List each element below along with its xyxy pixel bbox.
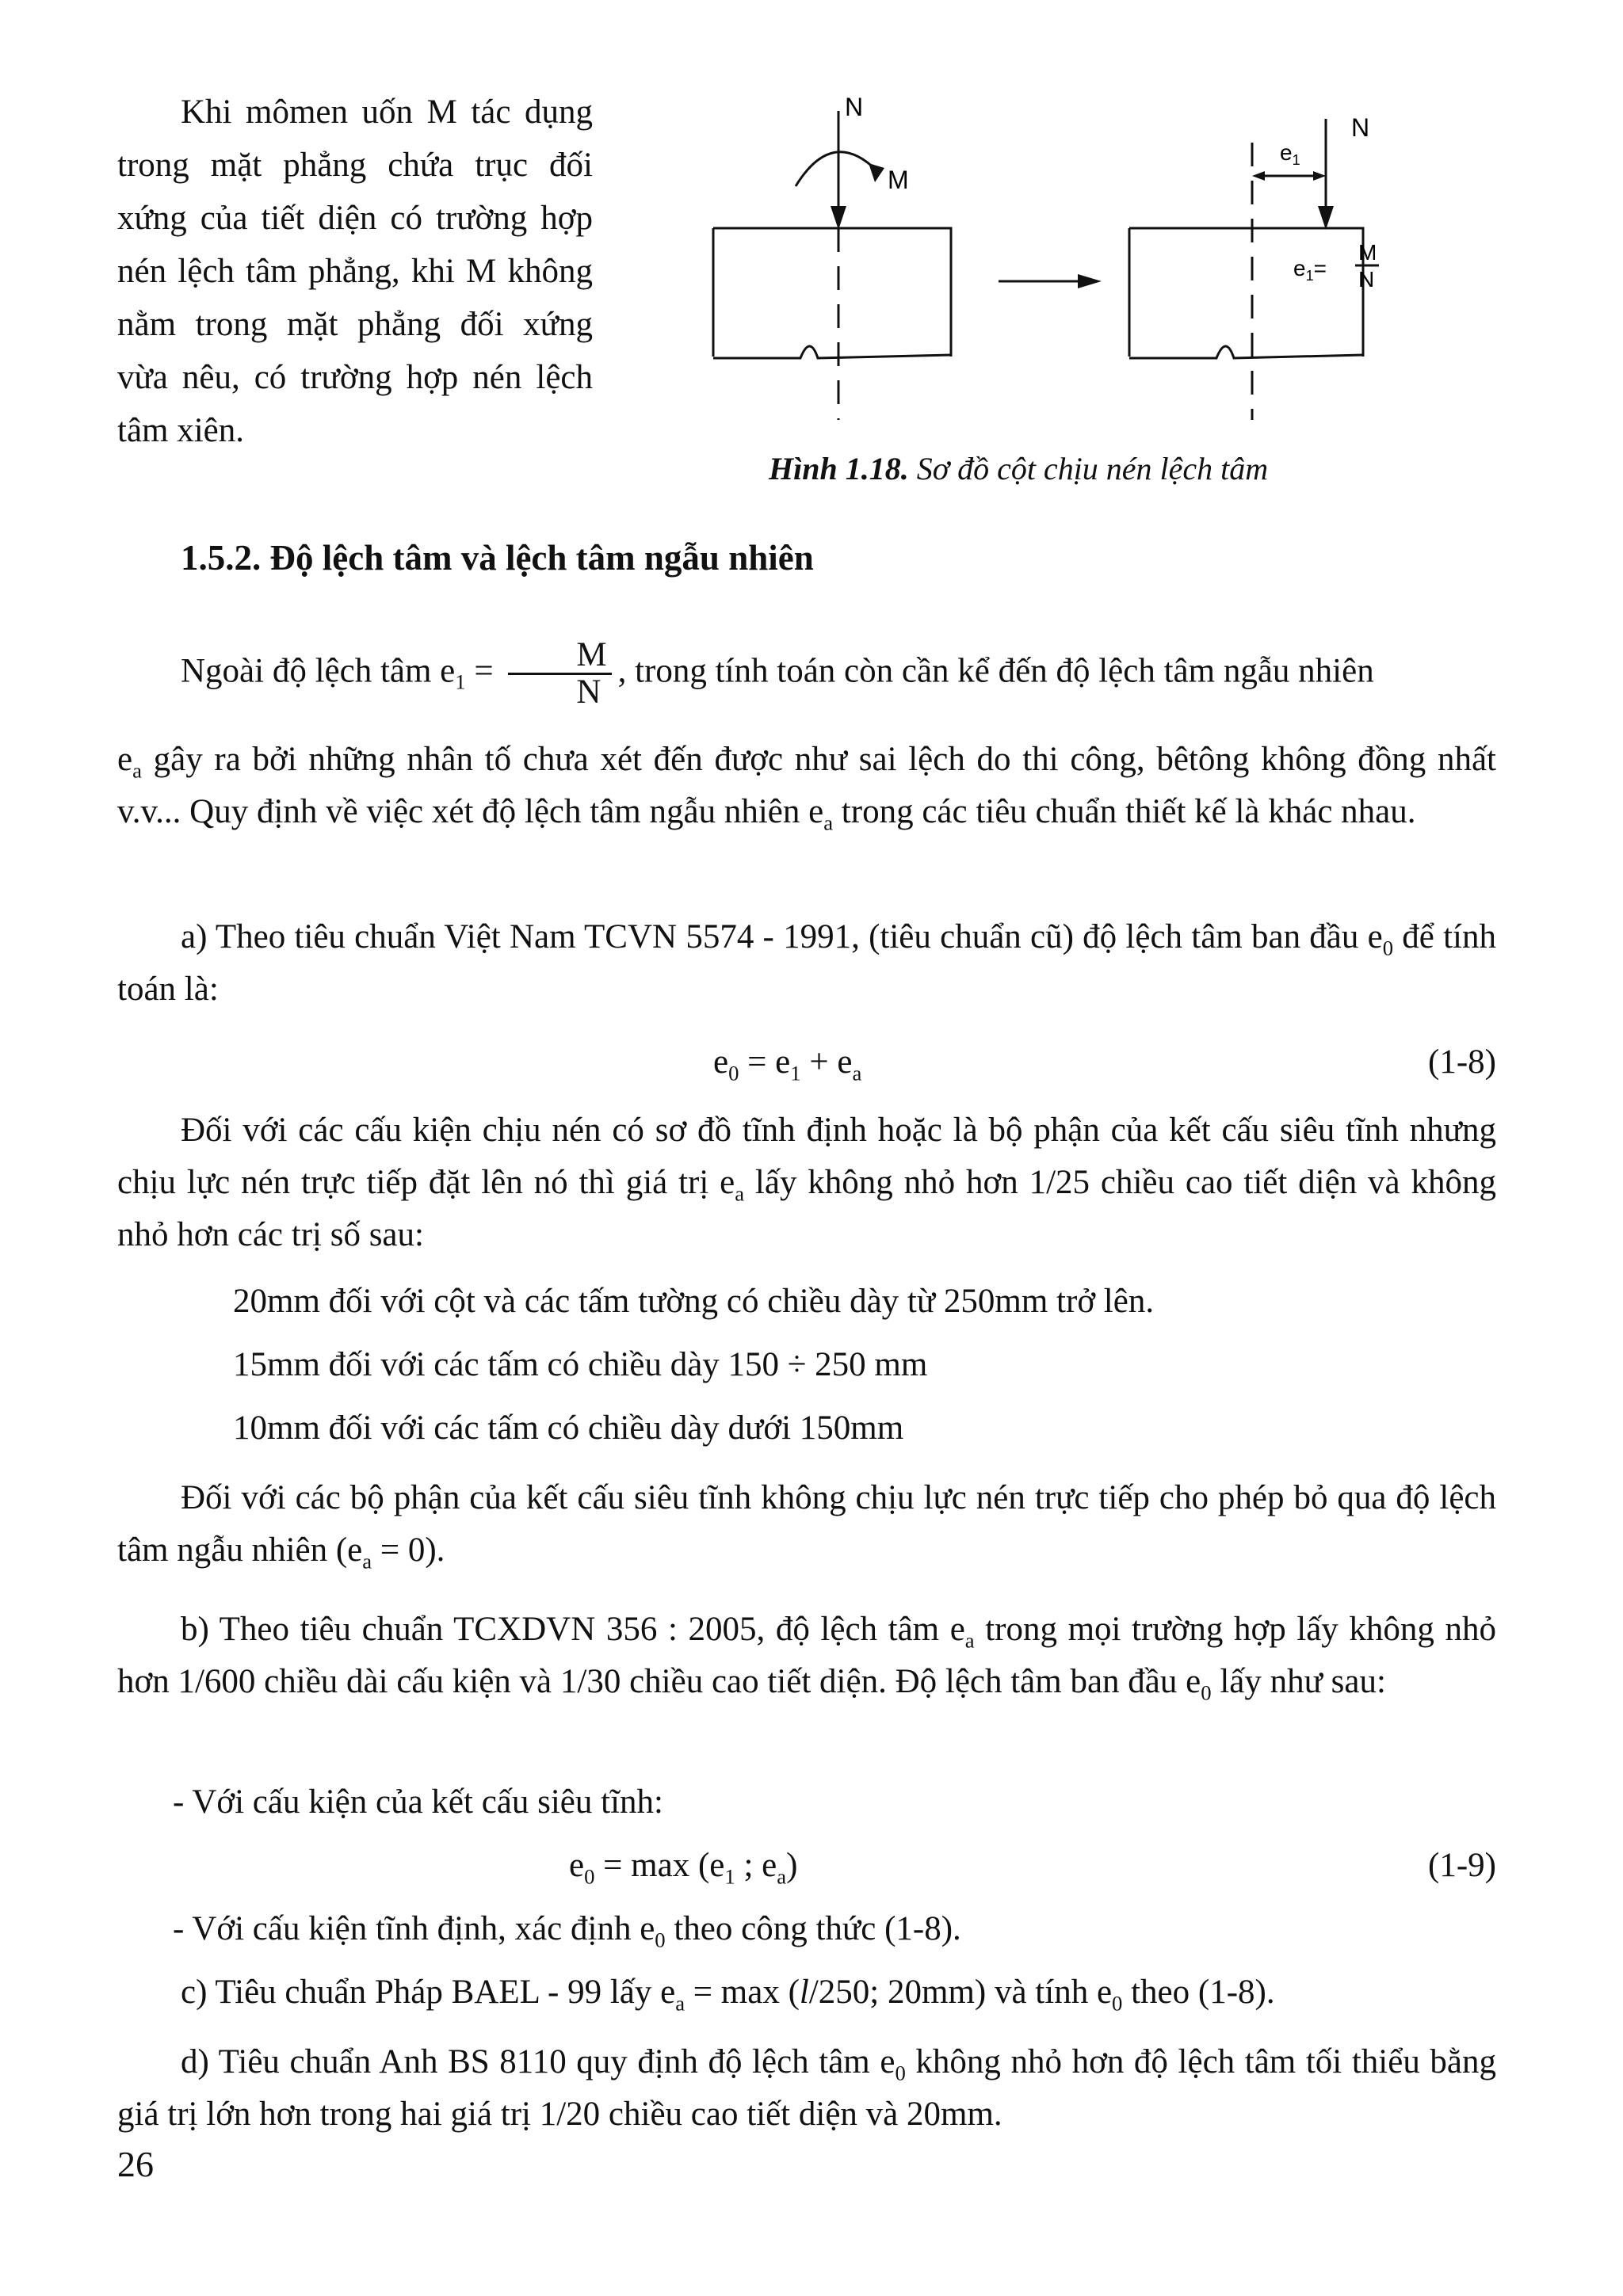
- left-n-label: N: [845, 93, 864, 121]
- paragraph-random-eccentricity: $e_a$ gây ra bởi những nhân tố chưa xét đến được như sai lệch do thi công, bêtông không đồng nhất v.v... Quy định về việc xét độ lệch tâm ngẫu nhiên $e_a$ trong các tiêu chuẩn thiết kế là khác nhau.: [117, 741, 1496, 835]
- left-column-outline: [713, 228, 951, 357]
- b-item-determinate: - Với cấu kiện tĩnh định, xác định $e_0$ theo công thức (1-8).: [173, 1910, 961, 1952]
- equation-number-1-8: (1-8): [1428, 1043, 1496, 1081]
- b-item-indeterminate: - Với cấu kiện của kết cấu siêu tĩnh:: [173, 1783, 663, 1821]
- right-axial-force-arrowhead: [1318, 206, 1334, 230]
- caption-text: Sơ đồ cột chịu nén lệch tâm: [916, 451, 1269, 486]
- e1-formula-lhs: $e_1=$: [1293, 256, 1327, 284]
- transform-arrowhead: [1078, 274, 1102, 288]
- moment-arc: [796, 152, 876, 186]
- page-number: 26: [117, 2144, 154, 2184]
- e1-formula-denominator: N: [1358, 267, 1375, 292]
- fraction-m-over-n: $\frac{M}{N}$: [508, 638, 611, 710]
- paragraph-b-tcxdvn: b) Theo tiêu chuẩn TCXDVN 356 : 2005, độ lệch tâm $e_a$ trong mọi trường hợp lấy không nhỏ hơn 1/600 chiều dài cấu kiện và 1/30 chiều cao tiết diện. Độ lệch tâm ban đầu $e_0$ lấy như sau:: [117, 1611, 1496, 1705]
- right-column-break: [1129, 346, 1363, 358]
- value-item-10mm: 10mm đối với các tấm có chiều dày dưới 150mm: [233, 1409, 904, 1447]
- paragraph-d-bs8110: d) Tiêu chuẩn Anh BS 8110 quy định độ lệch tâm $e_0$ không nhỏ hơn độ lệch tâm tối thiểu bằng giá trị lớn hơn trong hai giá trị 1/20 chiều cao tiết diện và 20mm.: [117, 2043, 1497, 2133]
- value-item-20mm: 20mm đối với cột và các tấm tường có chiều dày từ 250mm trở lên.: [233, 1283, 1155, 1320]
- figure-caption: [769, 450, 1371, 487]
- paragraph-statically-indeterminate: Đối với các bộ phận của kết cấu siêu tĩnh không chịu lực nén trực tiếp cho phép bỏ qua độ lệch tâm ngẫu nhiên $(e_a = 0)$.: [117, 1479, 1496, 1573]
- figure-eccentric-column: [697, 87, 1426, 499]
- intro-paragraph: Khi mômen uốn M tác dụng trong mặt phẳng chứa trục đối xứng của tiết diện có trường hợp nén lệch tâm phẳng, khi M không nằm trong mặt phẳng đối xứng vừa nêu, có trường hợp nén lệch tâm xiên.: [117, 93, 593, 449]
- e1-dimension-label: $e_1$: [1280, 140, 1300, 168]
- right-n-label: N: [1351, 113, 1370, 142]
- e1-arrow-left: [1252, 171, 1265, 181]
- eccentric-column-diagram: [697, 87, 1426, 452]
- caption-number: Hình 1.18.: [769, 451, 909, 486]
- equation-1-9: $e_0 = \max (e_1$ ; $e_a$): [569, 1847, 798, 1889]
- left-m-label: M: [888, 166, 909, 194]
- moment-arrowhead: [869, 163, 884, 182]
- equation-number-1-9: (1-9): [1428, 1847, 1496, 1884]
- value-item-15mm: 15mm đối với các tấm có chiều dày 150 ÷ 250 mm: [233, 1346, 928, 1383]
- e1-formula-numerator: M: [1358, 240, 1377, 265]
- right-column-outline: [1129, 228, 1363, 357]
- paragraph-a-tcvn: a) Theo tiêu chuẩn Việt Nam TCVN 5574 - 1991, (tiêu chuẩn cũ) độ lệch tâm ban đầu $e_0$ để tính toán là:: [117, 918, 1496, 1008]
- left-axial-force-arrowhead: [831, 206, 846, 230]
- section-title: 1.5.2. Độ lệch tâm và lệch tâm ngẫu nhiên: [181, 538, 814, 578]
- left-column-break: [713, 346, 951, 358]
- equation-1-8: $e_0 = e_1 + e_a$: [713, 1043, 862, 1085]
- e1-arrow-right: [1313, 171, 1326, 181]
- paragraph-eccentricity: Ngoài độ lệch tâm $e_1$ = $\frac{M}{N}$ , trong tính toán còn cần kể đến độ lệch tâm ngẫu nhiên: [181, 636, 1374, 711]
- paragraph-compression-members: Đối với các cấu kiện chịu nén có sơ đồ tĩnh định hoặc là bộ phận của kết cấu siêu tĩnh nhưng chịu lực nén trực tiếp đặt lên nó thì giá trị $e_a$ lấy không nhỏ hơn 1/25 chiều cao tiết diện và không nhỏ hơn các trị số sau:: [117, 1112, 1496, 1253]
- paragraph-c-bael: c) Tiêu chuẩn Pháp BAEL - 99 lấy $e_a = \max (l/250$; 20mm) và tính $e_0$ theo (1-8).: [181, 1974, 1275, 2016]
